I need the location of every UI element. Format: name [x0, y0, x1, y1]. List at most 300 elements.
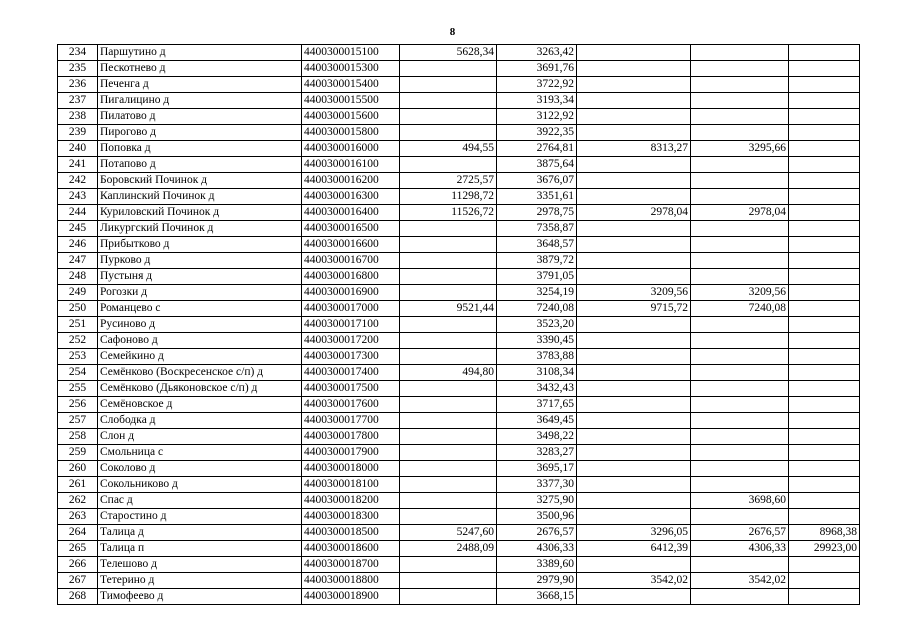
table-row [58, 461, 860, 477]
row-number-cell: 255 [58, 381, 98, 397]
value-2-cell: 3498,22 [497, 429, 577, 445]
value-3-cell [577, 317, 691, 333]
value-2-cell: 3791,05 [497, 269, 577, 285]
value-3-cell: 9715,72 [577, 301, 691, 317]
value-3-cell [577, 157, 691, 173]
settlement-name-cell: Тетерино д [98, 573, 302, 589]
value-3-cell [577, 61, 691, 77]
value-2-cell: 3648,57 [497, 237, 577, 253]
table-row [58, 141, 860, 157]
settlement-name-cell: Ликургский Починок д [98, 221, 302, 237]
value-1-cell: 2725,57 [400, 173, 497, 189]
value-1-cell: 11526,72 [400, 205, 497, 221]
value-1-cell [400, 269, 497, 285]
value-4-cell [691, 413, 789, 429]
settlements-table [57, 44, 860, 605]
oktmo-code-cell: 4400300018000 [302, 461, 400, 477]
value-5-cell [789, 269, 860, 285]
value-3-cell [577, 589, 691, 605]
row-number-cell: 243 [58, 189, 98, 205]
value-3-cell: 3296,05 [577, 525, 691, 541]
row-number-cell: 251 [58, 317, 98, 333]
oktmo-code-cell: 4400300018900 [302, 589, 400, 605]
table-row [58, 557, 860, 573]
row-number-cell: 234 [58, 45, 98, 61]
value-2-cell: 3263,42 [497, 45, 577, 61]
value-2-cell: 2979,90 [497, 573, 577, 589]
value-3-cell: 2978,04 [577, 205, 691, 221]
value-4-cell: 3542,02 [691, 573, 789, 589]
value-2-cell: 3922,35 [497, 125, 577, 141]
row-number-cell: 248 [58, 269, 98, 285]
value-5-cell: 29923,00 [789, 541, 860, 557]
value-4-cell [691, 557, 789, 573]
value-5-cell [789, 461, 860, 477]
row-number-cell: 268 [58, 589, 98, 605]
value-2-cell: 3676,07 [497, 173, 577, 189]
value-3-cell [577, 125, 691, 141]
value-1-cell [400, 317, 497, 333]
settlement-name-cell: Пирогово д [98, 125, 302, 141]
value-5-cell [789, 589, 860, 605]
value-1-cell [400, 397, 497, 413]
settlement-name-cell: Сафоново д [98, 333, 302, 349]
value-4-cell [691, 509, 789, 525]
table-row [58, 381, 860, 397]
value-1-cell: 494,55 [400, 141, 497, 157]
value-2-cell: 3108,34 [497, 365, 577, 381]
row-number-cell: 252 [58, 333, 98, 349]
value-5-cell [789, 413, 860, 429]
row-number-cell: 245 [58, 221, 98, 237]
value-3-cell [577, 253, 691, 269]
settlement-name-cell: Старостино д [98, 509, 302, 525]
value-3-cell [577, 365, 691, 381]
value-5-cell [789, 349, 860, 365]
value-4-cell: 2978,04 [691, 205, 789, 221]
settlement-name-cell: Поповка д [98, 141, 302, 157]
value-1-cell [400, 125, 497, 141]
oktmo-code-cell: 4400300015600 [302, 109, 400, 125]
settlement-name-cell: Русиново д [98, 317, 302, 333]
page-number: 8 [449, 26, 456, 38]
value-5-cell [789, 157, 860, 173]
value-3-cell [577, 237, 691, 253]
value-2-cell: 3695,17 [497, 461, 577, 477]
value-3-cell [577, 445, 691, 461]
value-3-cell [577, 397, 691, 413]
value-3-cell [577, 413, 691, 429]
value-4-cell [691, 253, 789, 269]
table-row [58, 221, 860, 237]
value-5-cell [789, 509, 860, 525]
oktmo-code-cell: 4400300016900 [302, 285, 400, 301]
oktmo-code-cell: 4400300018100 [302, 477, 400, 493]
value-4-cell [691, 269, 789, 285]
value-1-cell [400, 445, 497, 461]
row-number-cell: 264 [58, 525, 98, 541]
table-row [58, 189, 860, 205]
value-1-cell: 494,80 [400, 365, 497, 381]
value-2-cell: 3122,92 [497, 109, 577, 125]
value-5-cell [789, 381, 860, 397]
settlement-name-cell: Паршутино д [98, 45, 302, 61]
value-2-cell: 3254,19 [497, 285, 577, 301]
value-2-cell: 3691,76 [497, 61, 577, 77]
value-1-cell [400, 573, 497, 589]
value-1-cell [400, 429, 497, 445]
value-3-cell [577, 429, 691, 445]
value-4-cell [691, 365, 789, 381]
table-row [58, 109, 860, 125]
value-2-cell: 3649,45 [497, 413, 577, 429]
value-4-cell [691, 173, 789, 189]
value-4-cell: 7240,08 [691, 301, 789, 317]
value-4-cell [691, 445, 789, 461]
value-3-cell [577, 269, 691, 285]
table-row [58, 317, 860, 333]
value-1-cell [400, 413, 497, 429]
value-4-cell [691, 477, 789, 493]
value-2-cell: 3783,88 [497, 349, 577, 365]
value-1-cell [400, 77, 497, 93]
oktmo-code-cell: 4400300017100 [302, 317, 400, 333]
settlement-name-cell: Соколово д [98, 461, 302, 477]
value-5-cell [789, 61, 860, 77]
oktmo-code-cell: 4400300017200 [302, 333, 400, 349]
oktmo-code-cell: 4400300016000 [302, 141, 400, 157]
value-1-cell [400, 93, 497, 109]
table-row [58, 541, 860, 557]
value-2-cell: 2676,57 [497, 525, 577, 541]
row-number-cell: 258 [58, 429, 98, 445]
value-5-cell [789, 173, 860, 189]
value-2-cell: 3390,45 [497, 333, 577, 349]
value-1-cell [400, 253, 497, 269]
table-row [58, 125, 860, 141]
value-3-cell: 3542,02 [577, 573, 691, 589]
value-5-cell [789, 397, 860, 413]
table-row [58, 45, 860, 61]
table-row [58, 493, 860, 509]
value-1-cell [400, 557, 497, 573]
value-4-cell [691, 45, 789, 61]
oktmo-code-cell: 4400300016300 [302, 189, 400, 205]
value-1-cell [400, 381, 497, 397]
value-4-cell [691, 125, 789, 141]
value-5-cell [789, 333, 860, 349]
value-1-cell [400, 509, 497, 525]
settlement-name-cell: Печенга д [98, 77, 302, 93]
value-5-cell [789, 253, 860, 269]
row-number-cell: 242 [58, 173, 98, 189]
value-3-cell [577, 189, 691, 205]
settlement-name-cell: Прибытково д [98, 237, 302, 253]
value-2-cell: 3377,30 [497, 477, 577, 493]
value-1-cell: 5247,60 [400, 525, 497, 541]
value-3-cell [577, 173, 691, 189]
oktmo-code-cell: 4400300017800 [302, 429, 400, 445]
oktmo-code-cell: 4400300018600 [302, 541, 400, 557]
value-2-cell: 3283,27 [497, 445, 577, 461]
value-3-cell: 3209,56 [577, 285, 691, 301]
row-number-cell: 254 [58, 365, 98, 381]
value-2-cell: 2978,75 [497, 205, 577, 221]
value-1-cell: 5628,34 [400, 45, 497, 61]
settlement-name-cell: Пилатово д [98, 109, 302, 125]
row-number-cell: 247 [58, 253, 98, 269]
table-row [58, 365, 860, 381]
value-2-cell: 7358,87 [497, 221, 577, 237]
settlement-name-cell: Телешово д [98, 557, 302, 573]
oktmo-code-cell: 4400300016700 [302, 253, 400, 269]
value-1-cell [400, 157, 497, 173]
settlement-name-cell: Слон д [98, 429, 302, 445]
row-number-cell: 263 [58, 509, 98, 525]
table-row [58, 509, 860, 525]
value-1-cell [400, 349, 497, 365]
row-number-cell: 256 [58, 397, 98, 413]
value-2-cell: 3389,60 [497, 557, 577, 573]
table-row [58, 285, 860, 301]
row-number-cell: 260 [58, 461, 98, 477]
value-2-cell: 3523,20 [497, 317, 577, 333]
value-2-cell: 3668,15 [497, 589, 577, 605]
row-number-cell: 267 [58, 573, 98, 589]
row-number-cell: 239 [58, 125, 98, 141]
table-row [58, 77, 860, 93]
value-5-cell [789, 477, 860, 493]
value-3-cell [577, 93, 691, 109]
value-2-cell: 7240,08 [497, 301, 577, 317]
value-1-cell [400, 333, 497, 349]
row-number-cell: 266 [58, 557, 98, 573]
table-row [58, 333, 860, 349]
value-4-cell [691, 333, 789, 349]
oktmo-code-cell: 4400300017700 [302, 413, 400, 429]
value-4-cell [691, 157, 789, 173]
value-5-cell [789, 221, 860, 237]
table-row [58, 93, 860, 109]
value-3-cell [577, 77, 691, 93]
row-number-cell: 259 [58, 445, 98, 461]
settlement-name-cell: Боровский Починок д [98, 173, 302, 189]
oktmo-code-cell: 4400300018300 [302, 509, 400, 525]
settlement-name-cell: Куриловский Починок д [98, 205, 302, 221]
settlement-name-cell: Рогозки д [98, 285, 302, 301]
value-1-cell [400, 493, 497, 509]
row-number-cell: 244 [58, 205, 98, 221]
value-4-cell [691, 589, 789, 605]
settlement-name-cell: Пескотнево д [98, 61, 302, 77]
oktmo-code-cell: 4400300015300 [302, 61, 400, 77]
settlement-name-cell: Пустыня д [98, 269, 302, 285]
value-3-cell [577, 221, 691, 237]
value-3-cell [577, 461, 691, 477]
oktmo-code-cell: 4400300016100 [302, 157, 400, 173]
row-number-cell: 238 [58, 109, 98, 125]
value-5-cell [789, 573, 860, 589]
value-4-cell: 3698,60 [691, 493, 789, 509]
row-number-cell: 235 [58, 61, 98, 77]
value-5-cell [789, 493, 860, 509]
table-row [58, 61, 860, 77]
table-row [58, 349, 860, 365]
value-2-cell: 3351,61 [497, 189, 577, 205]
value-4-cell: 2676,57 [691, 525, 789, 541]
value-1-cell [400, 589, 497, 605]
value-3-cell [577, 45, 691, 61]
table-row [58, 573, 860, 589]
table-row [58, 525, 860, 541]
oktmo-code-cell: 4400300018800 [302, 573, 400, 589]
value-5-cell [789, 445, 860, 461]
row-number-cell: 265 [58, 541, 98, 557]
oktmo-code-cell: 4400300016400 [302, 205, 400, 221]
value-3-cell [577, 333, 691, 349]
value-5-cell: 8968,38 [789, 525, 860, 541]
table-row [58, 301, 860, 317]
value-2-cell: 3193,34 [497, 93, 577, 109]
value-5-cell [789, 77, 860, 93]
value-3-cell [577, 557, 691, 573]
settlement-name-cell: Семёновское д [98, 397, 302, 413]
value-5-cell [789, 125, 860, 141]
row-number-cell: 241 [58, 157, 98, 173]
value-3-cell [577, 381, 691, 397]
row-number-cell: 257 [58, 413, 98, 429]
oktmo-code-cell: 4400300018700 [302, 557, 400, 573]
value-2-cell: 3717,65 [497, 397, 577, 413]
settlement-name-cell: Каплинский Починок д [98, 189, 302, 205]
value-1-cell [400, 285, 497, 301]
value-4-cell [691, 93, 789, 109]
value-4-cell [691, 61, 789, 77]
row-number-cell: 249 [58, 285, 98, 301]
value-2-cell: 3275,90 [497, 493, 577, 509]
table-row [58, 445, 860, 461]
settlement-name-cell: Тимофеево д [98, 589, 302, 605]
oktmo-code-cell: 4400300017300 [302, 349, 400, 365]
oktmo-code-cell: 4400300016600 [302, 237, 400, 253]
row-number-cell: 261 [58, 477, 98, 493]
oktmo-code-cell: 4400300015500 [302, 93, 400, 109]
value-4-cell [691, 461, 789, 477]
oktmo-code-cell: 4400300017900 [302, 445, 400, 461]
value-3-cell [577, 509, 691, 525]
settlement-name-cell: Спас д [98, 493, 302, 509]
value-5-cell [789, 365, 860, 381]
value-4-cell [691, 429, 789, 445]
value-4-cell [691, 349, 789, 365]
oktmo-code-cell: 4400300017400 [302, 365, 400, 381]
table-body [58, 45, 860, 605]
table-row [58, 413, 860, 429]
oktmo-code-cell: 4400300017500 [302, 381, 400, 397]
settlement-name-cell: Сокольниково д [98, 477, 302, 493]
value-4-cell: 4306,33 [691, 541, 789, 557]
value-5-cell [789, 109, 860, 125]
value-3-cell [577, 477, 691, 493]
settlement-name-cell: Пигалицино д [98, 93, 302, 109]
value-1-cell [400, 221, 497, 237]
table-row [58, 237, 860, 253]
oktmo-code-cell: 4400300015100 [302, 45, 400, 61]
value-5-cell [789, 429, 860, 445]
value-1-cell: 9521,44 [400, 301, 497, 317]
oktmo-code-cell: 4400300018200 [302, 493, 400, 509]
value-4-cell [691, 381, 789, 397]
value-1-cell: 2488,09 [400, 541, 497, 557]
settlement-name-cell: Талица п [98, 541, 302, 557]
value-2-cell: 3500,96 [497, 509, 577, 525]
row-number-cell: 262 [58, 493, 98, 509]
value-4-cell [691, 317, 789, 333]
value-1-cell: 11298,72 [400, 189, 497, 205]
value-3-cell: 6412,39 [577, 541, 691, 557]
oktmo-code-cell: 4400300018500 [302, 525, 400, 541]
table-row [58, 205, 860, 221]
value-1-cell [400, 109, 497, 125]
row-number-cell: 253 [58, 349, 98, 365]
row-number-cell: 246 [58, 237, 98, 253]
settlement-name-cell: Потапово д [98, 157, 302, 173]
oktmo-code-cell: 4400300015400 [302, 77, 400, 93]
table-row [58, 477, 860, 493]
settlement-name-cell: Пурково д [98, 253, 302, 269]
value-1-cell [400, 461, 497, 477]
value-5-cell [789, 237, 860, 253]
oktmo-code-cell: 4400300015800 [302, 125, 400, 141]
value-2-cell: 3722,92 [497, 77, 577, 93]
settlement-name-cell: Семёнково (Дьяконовское с/п) д [98, 381, 302, 397]
value-2-cell: 3879,72 [497, 253, 577, 269]
oktmo-code-cell: 4400300016500 [302, 221, 400, 237]
row-number-cell: 250 [58, 301, 98, 317]
value-1-cell [400, 61, 497, 77]
value-4-cell [691, 397, 789, 413]
value-1-cell [400, 477, 497, 493]
value-1-cell [400, 237, 497, 253]
value-4-cell [691, 237, 789, 253]
value-5-cell [789, 557, 860, 573]
value-2-cell: 4306,33 [497, 541, 577, 557]
value-3-cell: 8313,27 [577, 141, 691, 157]
value-4-cell [691, 189, 789, 205]
oktmo-code-cell: 4400300017000 [302, 301, 400, 317]
table-row [58, 589, 860, 605]
value-4-cell [691, 109, 789, 125]
value-5-cell [789, 189, 860, 205]
oktmo-code-cell: 4400300016200 [302, 173, 400, 189]
table-row [58, 253, 860, 269]
value-2-cell: 2764,81 [497, 141, 577, 157]
value-3-cell [577, 349, 691, 365]
settlement-name-cell: Талица д [98, 525, 302, 541]
value-5-cell [789, 301, 860, 317]
table-row [58, 397, 860, 413]
value-3-cell [577, 109, 691, 125]
value-4-cell [691, 77, 789, 93]
table-row [58, 157, 860, 173]
settlement-name-cell: Семёнково (Воскресенское с/п) д [98, 365, 302, 381]
value-5-cell [789, 45, 860, 61]
value-5-cell [789, 317, 860, 333]
value-5-cell [789, 141, 860, 157]
oktmo-code-cell: 4400300016800 [302, 269, 400, 285]
value-2-cell: 3432,43 [497, 381, 577, 397]
value-4-cell [691, 221, 789, 237]
